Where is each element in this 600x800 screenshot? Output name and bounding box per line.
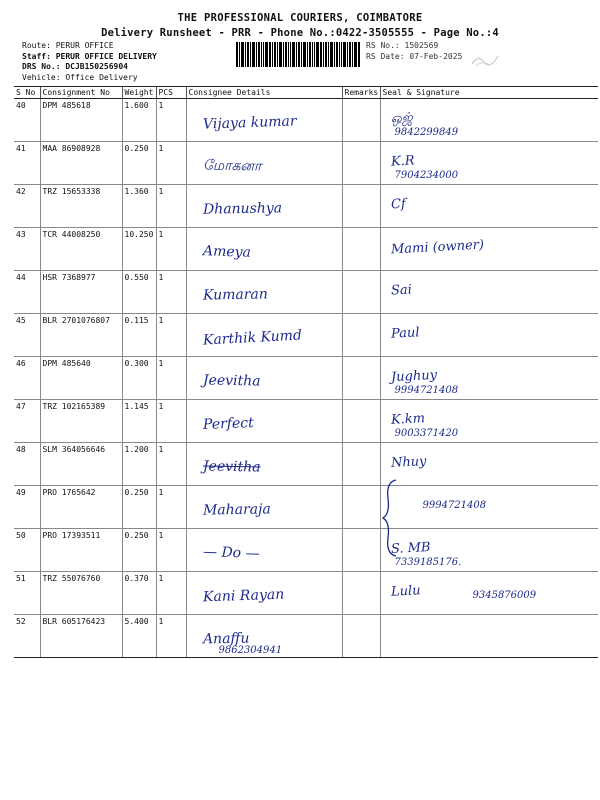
vehicle-text: Vehicle: Office Delivery <box>22 72 138 82</box>
col-header-signature: Seal & Signature <box>380 87 598 99</box>
row-pcs: 1 <box>156 572 186 615</box>
row-weight: 10.250 <box>122 228 156 271</box>
handwritten-consignee-name: Maharaja <box>202 501 271 519</box>
row-sno: 45 <box>14 314 40 357</box>
row-weight: 1.360 <box>122 185 156 228</box>
row-consignee-cell <box>186 615 342 658</box>
rs-number-text: RS No.: 1502569 <box>366 41 439 50</box>
table-row <box>14 400 598 443</box>
curly-brace-mark <box>382 478 398 558</box>
row-weight: 0.250 <box>122 142 156 185</box>
handwritten-phone: 9345876009 <box>472 590 537 601</box>
table-row <box>14 529 598 572</box>
handwritten-consignee-name: Jeevitha <box>202 458 261 476</box>
row-consignee-cell <box>186 271 342 314</box>
col-header-consignee: Consignee Details <box>186 87 342 99</box>
handwritten-phone: 7904234000 <box>394 170 459 181</box>
row-signature-cell <box>380 99 598 142</box>
handwritten-phone: 9003371420 <box>394 428 459 439</box>
handwritten-signature: S. MB <box>390 539 431 558</box>
handwritten-consignee-name: Dhanushya <box>202 200 282 218</box>
table-row <box>14 271 598 314</box>
row-consignment-no: PRO 1765642 <box>40 486 122 529</box>
row-consignment-no: TCR 44008250 <box>40 228 122 271</box>
col-header-sno: S No <box>14 87 40 99</box>
row-pcs: 1 <box>156 615 186 658</box>
row-remarks <box>342 228 380 271</box>
row-remarks <box>342 572 380 615</box>
row-consignee-cell <box>186 99 342 142</box>
row-sno: 51 <box>14 572 40 615</box>
table-row <box>14 99 598 142</box>
col-header-pcs: PCS <box>156 87 186 99</box>
row-consignment-no: BLR 2701076807 <box>40 314 122 357</box>
handwritten-consignee-name: Vijaya kumar <box>202 113 297 133</box>
row-weight: 1.145 <box>122 400 156 443</box>
row-consignee-cell <box>186 443 342 486</box>
row-consignee-cell <box>186 400 342 443</box>
row-sno: 50 <box>14 529 40 572</box>
row-consignment-no: TRZ 15653338 <box>40 185 122 228</box>
row-signature-cell <box>380 314 598 357</box>
handwritten-signature: Lulu <box>390 583 421 600</box>
table-row <box>14 314 598 357</box>
row-sno: 46 <box>14 357 40 400</box>
row-consignee-cell <box>186 185 342 228</box>
handwritten-consignee-name: Jeevitha <box>202 372 261 390</box>
handwritten-consignee-name: Anaffu <box>202 630 250 648</box>
row-weight: 0.250 <box>122 529 156 572</box>
row-signature-cell <box>380 615 598 658</box>
row-remarks <box>342 185 380 228</box>
row-pcs: 1 <box>156 400 186 443</box>
table-header-row <box>14 87 598 99</box>
row-remarks <box>342 99 380 142</box>
row-signature-cell <box>380 443 598 486</box>
row-consignee-cell <box>186 228 342 271</box>
row-pcs: 1 <box>156 142 186 185</box>
drs-text: DRS No.: DCJB150256904 <box>22 62 128 71</box>
handwritten-consignee-name: — Do — <box>202 544 260 562</box>
col-header-remarks: Remarks <box>342 87 380 99</box>
handwritten-consignee-name: Ameya <box>202 243 251 261</box>
sheet-meta-left <box>22 41 157 83</box>
row-consignment-no: DPM 485618 <box>40 99 122 142</box>
row-remarks <box>342 357 380 400</box>
handwritten-phone: 7339185176. <box>394 557 462 568</box>
col-header-consignment: Consignment No <box>40 87 122 99</box>
handwritten-consignee-name: Kani Rayan <box>202 586 284 606</box>
row-consignee-cell <box>186 529 342 572</box>
row-pcs: 1 <box>156 486 186 529</box>
table-row <box>14 357 598 400</box>
row-pcs: 1 <box>156 271 186 314</box>
handwritten-signature: Cf <box>390 196 406 213</box>
row-pcs: 1 <box>156 314 186 357</box>
row-signature-cell <box>380 400 598 443</box>
row-remarks <box>342 615 380 658</box>
table-row <box>14 142 598 185</box>
row-weight: 0.115 <box>122 314 156 357</box>
row-consignment-no: BLR 605176423 <box>40 615 122 658</box>
runsheet-table <box>14 86 598 658</box>
row-consignee-cell <box>186 142 342 185</box>
table-body <box>14 99 598 658</box>
handwritten-phone: 9862304941 <box>218 645 283 656</box>
row-consignment-no: PRO 17393511 <box>40 529 122 572</box>
row-remarks <box>342 529 380 572</box>
row-consignment-no: HSR 7368977 <box>40 271 122 314</box>
row-weight: 1.600 <box>122 99 156 142</box>
row-weight: 5.400 <box>122 615 156 658</box>
row-sno: 42 <box>14 185 40 228</box>
row-consignment-no: TRZ 102165389 <box>40 400 122 443</box>
row-sno: 43 <box>14 228 40 271</box>
row-signature-cell <box>380 357 598 400</box>
handwritten-signature: Paul <box>390 325 420 342</box>
row-sno: 52 <box>14 615 40 658</box>
row-signature-cell <box>380 529 598 572</box>
table-row <box>14 572 598 615</box>
table-row <box>14 615 598 658</box>
barcode-image <box>236 42 360 67</box>
row-weight: 0.300 <box>122 357 156 400</box>
row-remarks <box>342 142 380 185</box>
table-row <box>14 443 598 486</box>
row-remarks <box>342 400 380 443</box>
row-sno: 48 <box>14 443 40 486</box>
row-sno: 44 <box>14 271 40 314</box>
handwritten-signature: K.km <box>390 411 425 428</box>
table-row <box>14 185 598 228</box>
row-remarks <box>342 271 380 314</box>
col-header-weight: Weight <box>122 87 156 99</box>
handwritten-phone: 9842299849 <box>394 127 459 138</box>
row-signature-cell <box>380 486 598 529</box>
row-sno: 41 <box>14 142 40 185</box>
handwritten-consignee-name: Karthik Kumd <box>202 327 302 349</box>
row-remarks <box>342 443 380 486</box>
row-weight: 0.550 <box>122 271 156 314</box>
handwritten-signature: Jughuy <box>390 367 437 386</box>
row-signature-cell <box>380 271 598 314</box>
row-consignee-cell <box>186 357 342 400</box>
row-sno: 40 <box>14 99 40 142</box>
company-title: THE PROFESSIONAL COURIERS, COIMBATORE <box>177 12 423 24</box>
row-sno: 49 <box>14 486 40 529</box>
row-consignee-cell <box>186 572 342 615</box>
row-pcs: 1 <box>156 443 186 486</box>
row-pcs: 1 <box>156 228 186 271</box>
row-consignment-no: MAA 86908928 <box>40 142 122 185</box>
row-consignee-cell <box>186 314 342 357</box>
row-signature-cell <box>380 228 598 271</box>
row-weight: 1.200 <box>122 443 156 486</box>
row-pcs: 1 <box>156 529 186 572</box>
runsheet-subtitle: Delivery Runsheet - PRR - Phone No.:0422-3505555 - Page No.:4 <box>101 27 499 39</box>
handwritten-phone: 9994721408 <box>422 500 487 511</box>
sheet-meta-right <box>366 41 462 62</box>
handwritten-consignee-name: Kumaran <box>202 286 268 304</box>
row-remarks <box>342 314 380 357</box>
handwritten-signature: Sai <box>390 282 412 299</box>
row-weight: 0.250 <box>122 486 156 529</box>
table-row <box>14 228 598 271</box>
handwritten-consignee-name: மோகனா <box>202 157 262 175</box>
staff-text: Staff: PERUR OFFICE DELIVERY <box>22 51 157 61</box>
faint-stamp-mark <box>470 50 500 68</box>
handwritten-signature: ஒஜ் <box>390 110 413 127</box>
route-text: Route: PERUR OFFICE <box>22 41 114 50</box>
handwritten-signature: Mami (owner) <box>390 237 484 258</box>
rs-date-text: RS Date: 07-Feb-2025 <box>366 51 463 61</box>
row-consignment-no: SLM 364056646 <box>40 443 122 486</box>
row-sno: 47 <box>14 400 40 443</box>
row-weight: 0.370 <box>122 572 156 615</box>
handwritten-consignee-name: Perfect <box>202 415 254 433</box>
row-pcs: 1 <box>156 357 186 400</box>
row-signature-cell <box>380 572 598 615</box>
row-consignment-no: TRZ 55076760 <box>40 572 122 615</box>
table-row <box>14 486 598 529</box>
handwritten-phone: 9994721408 <box>394 385 459 396</box>
row-consignee-cell <box>186 486 342 529</box>
row-signature-cell <box>380 185 598 228</box>
row-signature-cell <box>380 142 598 185</box>
row-remarks <box>342 486 380 529</box>
row-pcs: 1 <box>156 99 186 142</box>
row-pcs: 1 <box>156 185 186 228</box>
row-consignment-no: DPM 485640 <box>40 357 122 400</box>
handwritten-signature: K.R <box>390 153 415 170</box>
handwritten-signature: Nhuy <box>390 454 427 471</box>
